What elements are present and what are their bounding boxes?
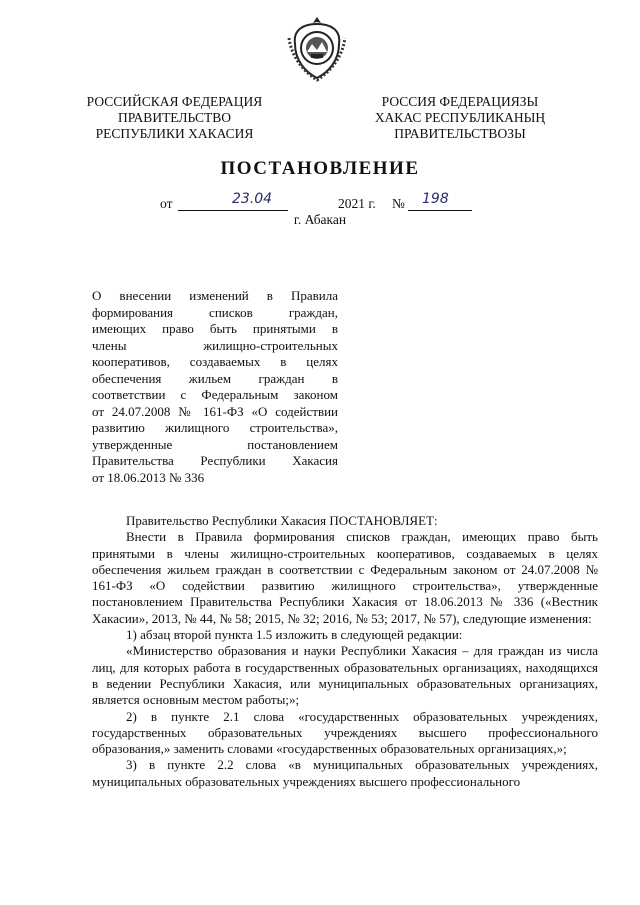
subject-line: О внесении изменений в Правила xyxy=(92,288,338,303)
subject-line: имеющих право быть принятыми в xyxy=(92,321,338,336)
handwritten-date: 23.04 xyxy=(232,191,273,207)
body-paragraph: Правительство Республики Хакасия ПОСТАНОВЛЯЕТ: xyxy=(126,513,438,528)
header-right-line: РОССИЯ ФЕДЕРАЦИЯЗЫ xyxy=(381,94,539,109)
header-right-line: ХАКАС РЕСПУБЛИКАНЫҢ xyxy=(374,110,546,125)
date-from-label: от xyxy=(160,196,173,211)
body-paragraph: 2) в пункте 2.1 слова «государственных образовательных учреждениях, государственных образовательных учреждениях высшего профессионального образования,» заменить словами «государственных образовательных организациях,»; xyxy=(92,708,598,757)
header-right-line: ПРАВИТЕЛЬСТВОЗЫ xyxy=(394,126,526,141)
coat-of-arms-emblem xyxy=(285,14,349,82)
subject-block xyxy=(92,288,338,486)
subject-line: развитию жилищного строительства», xyxy=(92,420,338,435)
document-title: ПОСТАНОВЛЕНИЕ xyxy=(220,158,420,179)
subject-line: обеспечения жильем граждан в xyxy=(92,370,338,386)
subject-line: соответствии с Федеральным законом xyxy=(92,387,338,402)
city-line: г. Абакан xyxy=(293,212,347,227)
subject-line: от 18.06.2013 № 336 xyxy=(92,469,205,485)
body-paragraph: «Министерство образования и науки Республики Хакасия – для граждан из числа лиц, для которых работа в государственных образовательных организациях, находящихся в ведении Республики Хакасия, или муниципальных образовательных организациях, является основным местом работы;»; xyxy=(92,643,598,708)
document-body xyxy=(92,513,598,790)
header-left-line: РОССИЙСКАЯ ФЕДЕРАЦИЯ xyxy=(86,94,263,109)
date-number-line xyxy=(160,191,480,214)
subject-line: от 24.07.2008 № 161-ФЗ «О содействии xyxy=(92,403,338,419)
body-paragraph: Внести в Правила формирования списков граждан, имеющих право быть принятыми в члены жилищно-строительных кооперативов, создаваемых в целях обеспечения жильем граждан в соответствии с Федеральным законом от 24.07.2008 № 161-ФЗ «О содействии развитию жилищного строительства», утвержденные постановлением Правительства Республики Хакасия от 18.06.2013 № 336 («Вестник Хакасии», 2013, № 44, № 58; 2015, № 32; 2016, № 53; 2017, № 57), следующие изменения: xyxy=(92,529,598,626)
year-label: 2021 г. xyxy=(338,196,376,211)
subject-line: утвержденные постановлением xyxy=(92,436,338,452)
subject-line: Правительства Республики Хакасия xyxy=(92,453,338,468)
issuer-header-russian xyxy=(72,94,277,142)
subject-line: формирования списков граждан, xyxy=(92,304,338,320)
body-paragraph: 1) абзац второй пункта 1.5 изложить в следующей редакции: xyxy=(126,627,463,643)
subject-line: кооперативов, создаваемых в целях xyxy=(92,354,338,369)
number-label: № xyxy=(392,196,405,211)
issuer-header-khakas xyxy=(350,94,570,142)
header-left-line: ПРАВИТЕЛЬСТВО xyxy=(118,110,231,125)
header-left-line: РЕСПУБЛИКИ ХАКАСИЯ xyxy=(95,126,254,141)
subject-line: члены жилищно-строительных xyxy=(92,337,338,353)
body-paragraph: 3) в пункте 2.2 слова «в муниципальных образовательных учреждениях, муниципальных образовательных учреждениях высшего профессионального xyxy=(92,757,598,789)
handwritten-number: 198 xyxy=(422,191,449,207)
